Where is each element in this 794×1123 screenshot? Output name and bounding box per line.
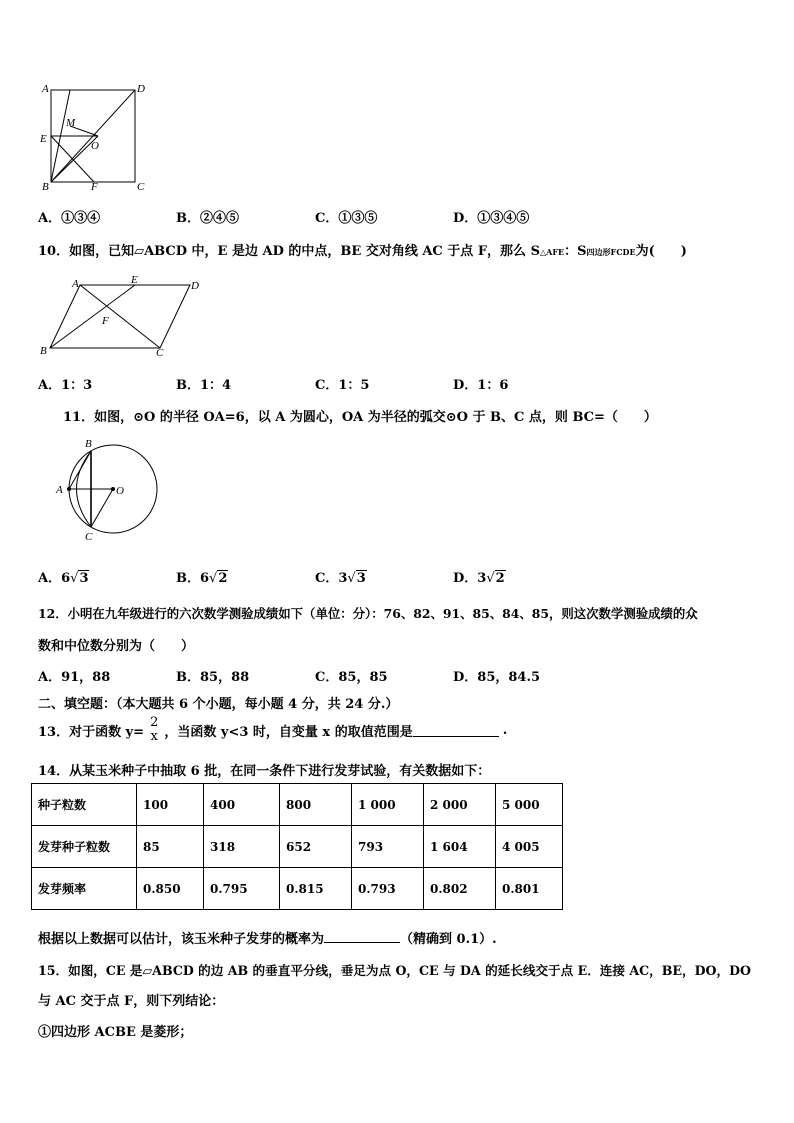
table-cell: 2 000: [424, 784, 496, 826]
q12-question-line1: 12．小明在九年级进行的六次数学测验成绩如下（单位：分）：76、82、91、85、84、85，则这次数学测验成绩的众: [38, 606, 698, 621]
q11-figure: [52, 434, 162, 546]
q9-option-b: B．②④⑤: [176, 211, 239, 226]
q10-option-b: B．1：4: [176, 378, 232, 393]
q15-statement-1: ①四边形 ACBE 是菱形；: [38, 1025, 193, 1040]
q9-label-m: M: [66, 117, 76, 129]
q9-label-d: D: [137, 83, 145, 95]
q9-figure: [36, 82, 146, 194]
table-cell: 发芽种子粒数: [32, 826, 137, 868]
q10-label-c: C: [156, 347, 164, 359]
q10-label-a: A: [72, 278, 79, 290]
table-cell: 0.815: [280, 868, 352, 910]
table-cell: 0.793: [352, 868, 424, 910]
q10-option-d: D．1：6: [453, 378, 509, 393]
q13-answer-blank[interactable]: [413, 724, 499, 737]
q11-label-b: B: [85, 438, 92, 450]
section-fill-in-heading: 二、填空题：（本大题共 6 个小题，每小题 4 分，共 24 分.）: [38, 697, 399, 712]
table-cell: 0.802: [424, 868, 496, 910]
q10-figure: [34, 272, 204, 360]
q9-label-e: E: [40, 133, 47, 145]
q14-question: 14．从某玉米种子中抽取 6 批，在同一条件下进行发芽试验，有关数据如下：: [38, 764, 491, 779]
q10-label-f: F: [102, 315, 109, 327]
q12-option-b: B．85，88: [176, 670, 250, 685]
table-cell: 85: [137, 826, 204, 868]
q11-label-o: O: [116, 485, 124, 497]
q14-conclusion: 根据以上数据可以估计，该玉米种子发芽的概率为 （精确到 0.1）.: [38, 932, 497, 947]
table-cell: 1 604: [424, 826, 496, 868]
table-cell: 0.850: [137, 868, 204, 910]
q9-label-b: B: [42, 181, 49, 193]
q15-question-line2: 与 AC 交于点 F，则下列结论：: [38, 994, 225, 1009]
table-cell: 5 000: [496, 784, 563, 826]
table-cell: 800: [280, 784, 352, 826]
q11-question: 11．如图，⊙O 的半径 OA=6，以 A 为圆心，OA 为半径的弧交⊙O 于 B、C 点，则 BC=（ ）: [63, 410, 657, 425]
q13-fraction: 2 x: [150, 715, 159, 744]
q9-option-d: D．①③④⑤: [453, 211, 530, 226]
table-cell: 400: [204, 784, 280, 826]
q14-data-table: [31, 783, 563, 910]
q10-label-d: D: [191, 280, 199, 292]
q9-option-c: C．①③⑤: [315, 211, 378, 226]
q12-question-line2: 数和中位数分别为（ ）: [38, 639, 195, 654]
q12-option-c: C．85，85: [315, 670, 388, 685]
table-cell: 0.801: [496, 868, 563, 910]
q9-label-c: C: [137, 181, 145, 193]
q9-label-f: F: [91, 181, 98, 193]
q9-label-o: O: [91, 140, 99, 152]
q11-option-a: A．6√3: [38, 571, 89, 586]
q11-option-c: C．3√3: [315, 571, 366, 586]
table-cell: 4 005: [496, 826, 563, 868]
q15-question-line1: 15．如图，CE 是▱ABCD 的边 AB 的垂直平分线，垂足为点 O，CE 与 DA 的延长线交于点 E．连接 AC，BE，DO，DO: [38, 963, 751, 978]
table-cell: 318: [204, 826, 280, 868]
q11-option-d: D．3√2: [453, 571, 505, 586]
table-row: [32, 868, 563, 910]
q11-label-c: C: [85, 531, 93, 543]
q13-question: 13．对于函数 y= 2 x ，当函数 y<3 时，自变量 x 的取值范围是 .: [38, 715, 508, 744]
q11-option-b: B．6√2: [176, 571, 228, 586]
q12-option-d: D．85，84.5: [453, 670, 541, 685]
table-cell: 0.795: [204, 868, 280, 910]
q10-question: 10．如图，已知▱ABCD 中，E 是边 AD 的中点，BE 交对角线 AC 于点 F，那么 S△AFE：S四边形FCDE为( ): [38, 244, 687, 259]
q10-option-a: A．1：3: [38, 378, 93, 393]
q11-label-a: A: [56, 484, 63, 496]
table-cell: 793: [352, 826, 424, 868]
q10-label-e: E: [131, 274, 138, 286]
q10-option-c: C．1：5: [315, 378, 370, 393]
table-cell: 652: [280, 826, 352, 868]
table-cell: 100: [137, 784, 204, 826]
table-row: [32, 826, 563, 868]
table-row: [32, 784, 563, 826]
q14-answer-blank[interactable]: [324, 930, 400, 943]
table-cell: 1 000: [352, 784, 424, 826]
q9-option-a: A．①③④: [38, 211, 101, 226]
table-cell: 种子粒数: [32, 784, 137, 826]
q9-label-a: A: [42, 83, 49, 95]
table-cell: 发芽频率: [32, 868, 137, 910]
q12-option-a: A．91，88: [38, 670, 111, 685]
q10-label-b: B: [40, 345, 47, 357]
